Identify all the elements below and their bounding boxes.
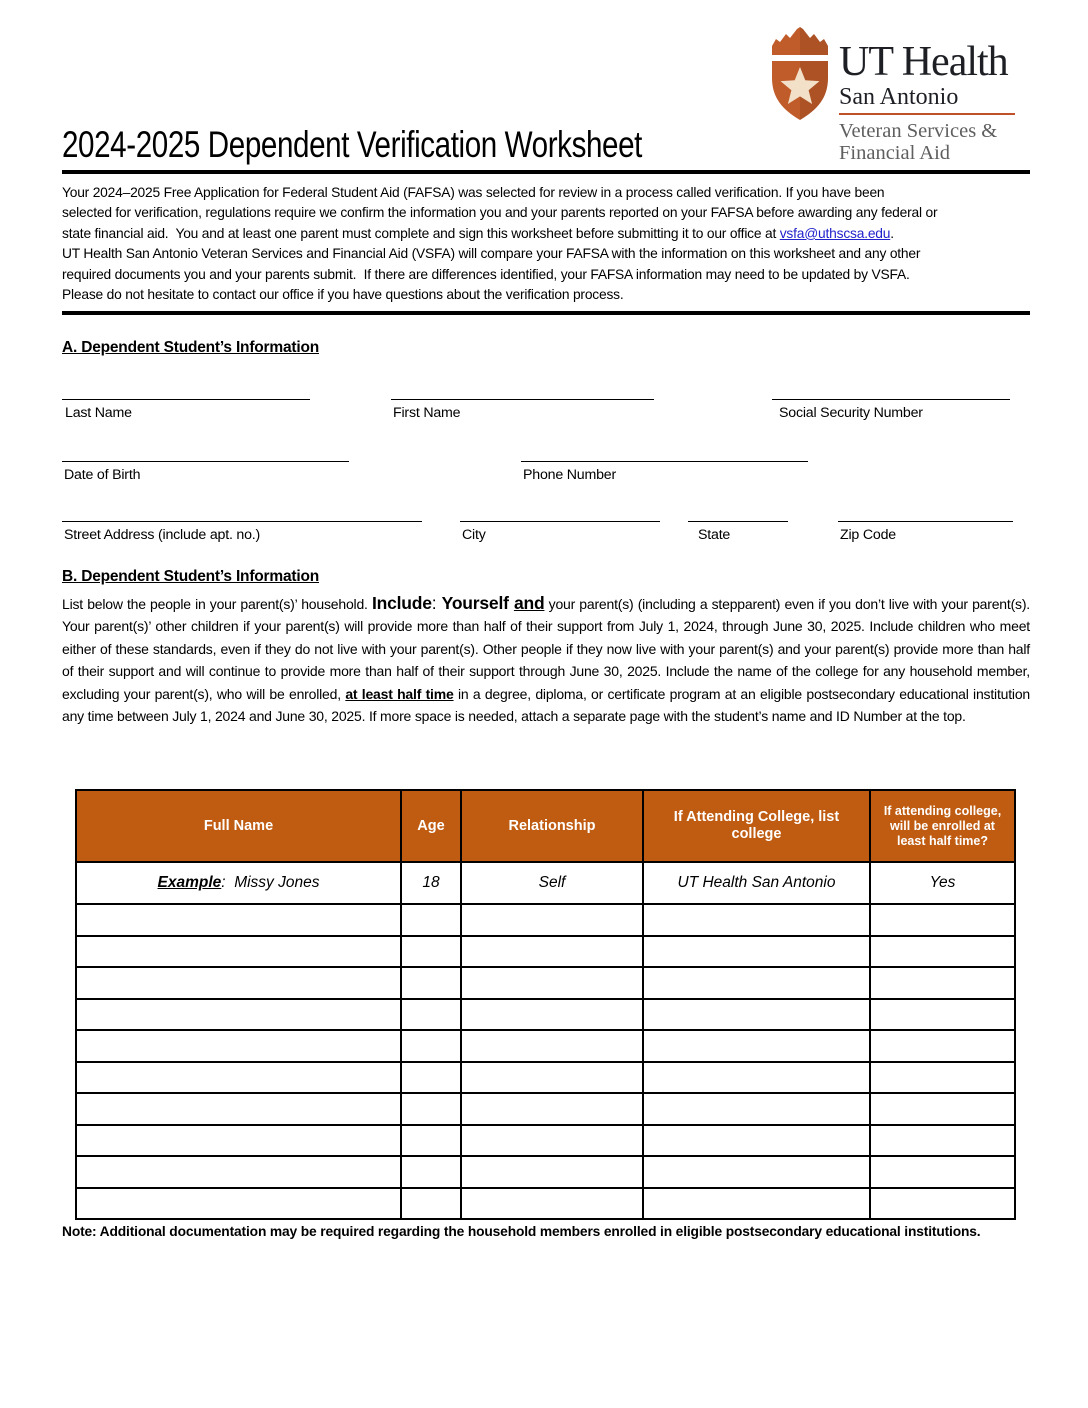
empty-relationship-cell xyxy=(461,999,643,1031)
section-a-heading: A. Dependent Student’s Information xyxy=(62,339,319,356)
blank-line-first-name xyxy=(391,399,654,400)
empty-relationship-cell xyxy=(461,904,643,936)
intro-line: Please do not hesitate to contact our office if you have questions about the verification process. xyxy=(62,287,624,303)
empty-full-name-cell xyxy=(76,1093,401,1125)
empty-full-name-cell xyxy=(76,1062,401,1094)
table-row-empty xyxy=(76,1125,1015,1157)
example-label: Example xyxy=(157,874,222,891)
field-label-street: Street Address (include apt. no.) xyxy=(64,527,261,543)
field-label-zip: Zip Code xyxy=(840,527,896,543)
blank-line-phone xyxy=(521,461,808,462)
empty-half-time-cell xyxy=(870,904,1015,936)
example-name: : Missy Jones xyxy=(221,874,320,891)
field-label-first-name: First Name xyxy=(393,405,461,421)
blank-line-street xyxy=(62,521,422,522)
blank-line-state xyxy=(688,521,788,522)
empty-half-time-cell xyxy=(870,967,1015,999)
section-b-paragraph xyxy=(62,592,1030,727)
household-members-table xyxy=(75,789,1016,1220)
table-row-empty xyxy=(76,904,1015,936)
para-b-text: your parent(s) (including a stepparent) even if you don’t live with your parent(s). Your parent(s)’ other children if your parent(s) will provide more than half of their support from July 1, 2024, through June 30, 2025. Include children who meet either of these standards, even if they do not live with your parent(s). Other people if they now live with your parent(s) and your parent(s) provide more than half of their support and will continue to provide more than half of their support through June 30, 2025. Include the name of the college for any household member, excluding your parent(s), who will be enrolled, xyxy=(62,596,1030,702)
field-label-state: State xyxy=(698,527,731,543)
empty-age-cell xyxy=(401,1062,461,1094)
para-b-and: and xyxy=(513,593,545,613)
empty-age-cell xyxy=(401,904,461,936)
blank-line-city xyxy=(460,521,660,522)
empty-age-cell xyxy=(401,967,461,999)
empty-age-cell xyxy=(401,1030,461,1062)
empty-half-time-cell xyxy=(870,1125,1015,1157)
table-row-empty xyxy=(76,1156,1015,1188)
empty-full-name-cell xyxy=(76,999,401,1031)
para-b-text: in a degree, diploma, or certificate program at an eligible postsecondary educational institution any time between July 1, 2024 and June 30, 2025. If more space is needed, attach a separate page with the student’s name and ID Number at the top. xyxy=(62,685,1031,725)
vsfa-email-link[interactable]: vsfa@uthscsa.edu xyxy=(779,225,891,241)
empty-relationship-cell xyxy=(461,1030,643,1062)
empty-age-cell xyxy=(401,936,461,968)
empty-college-cell xyxy=(643,967,870,999)
example-college-cell: UT Health San Antonio xyxy=(643,862,870,904)
ut-health-logo xyxy=(768,26,1034,164)
empty-half-time-cell xyxy=(870,1156,1015,1188)
intro-line3-suffix: . xyxy=(890,225,894,241)
empty-full-name-cell xyxy=(76,936,401,968)
table-row-empty xyxy=(76,1030,1015,1062)
empty-relationship-cell xyxy=(461,1125,643,1157)
empty-age-cell xyxy=(401,1156,461,1188)
empty-college-cell xyxy=(643,1156,870,1188)
empty-college-cell xyxy=(643,904,870,936)
empty-relationship-cell xyxy=(461,1062,643,1094)
logo-brand-text: UT Health xyxy=(839,39,1008,85)
example-full-name-cell xyxy=(76,862,401,904)
empty-college-cell xyxy=(643,1188,870,1220)
blank-line-zip xyxy=(838,521,1013,522)
col-header-college: If Attending College, list college xyxy=(643,790,870,862)
empty-half-time-cell xyxy=(870,1188,1015,1220)
table-row-empty xyxy=(76,1093,1015,1125)
logo-division-line2: Financial Aid xyxy=(839,142,951,164)
empty-half-time-cell xyxy=(870,1030,1015,1062)
empty-full-name-cell xyxy=(76,967,401,999)
note-text: Note: Additional documentation may be required regarding the household members enrolled in eligible postsecondary educational institutions. xyxy=(62,1224,981,1239)
example-age-cell: 18 xyxy=(401,862,461,904)
col-header-age: Age xyxy=(401,790,461,862)
intro-line xyxy=(62,224,1037,244)
para-b-colon: : xyxy=(431,593,442,613)
empty-relationship-cell xyxy=(461,936,643,968)
example-half-time-cell: Yes xyxy=(870,862,1015,904)
empty-relationship-cell xyxy=(461,1093,643,1125)
empty-age-cell xyxy=(401,1125,461,1157)
table-header-row xyxy=(76,790,1015,862)
intro-paragraph xyxy=(62,183,1037,305)
intro-line: required documents you and your parents submit. If there are differences identified, your FAFSA information may need to be updated by VSFA. xyxy=(62,266,910,282)
logo-division-text xyxy=(839,120,1015,164)
empty-college-cell xyxy=(643,1062,870,1094)
empty-full-name-cell xyxy=(76,1188,401,1220)
empty-full-name-cell xyxy=(76,1030,401,1062)
empty-college-cell xyxy=(643,1030,870,1062)
empty-full-name-cell xyxy=(76,1125,401,1157)
blank-line-ssn xyxy=(772,399,1010,400)
logo-city-text: San Antonio xyxy=(839,84,1015,115)
intro-line: UT Health San Antonio Veteran Services and Financial Aid (VSFA) will compare your FAFSA with the information on this worksheet and any other xyxy=(62,246,921,262)
table-row-empty xyxy=(76,1188,1015,1220)
empty-relationship-cell xyxy=(461,1156,643,1188)
para-b-yourself: Yourself xyxy=(441,593,514,613)
empty-half-time-cell xyxy=(870,1062,1015,1094)
field-label-last-name: Last Name xyxy=(65,405,132,421)
logo-division-line1: Veteran Services & xyxy=(839,120,998,142)
table-row-example xyxy=(76,862,1015,904)
field-label-dob: Date of Birth xyxy=(64,467,141,483)
empty-college-cell xyxy=(643,1093,870,1125)
table-row-empty xyxy=(76,967,1015,999)
title-divider xyxy=(62,170,1030,174)
empty-half-time-cell xyxy=(870,1093,1015,1125)
para-b-half-time: at least half time xyxy=(345,685,454,702)
ut-health-shield-icon xyxy=(768,26,832,122)
empty-relationship-cell xyxy=(461,1188,643,1220)
intro-line: Your 2024–2025 Free Application for Federal Student Aid (FAFSA) was selected for review in a process called verification. If you have been xyxy=(62,185,885,200)
empty-full-name-cell xyxy=(76,1156,401,1188)
empty-half-time-cell xyxy=(870,936,1015,968)
col-header-full-name: Full Name xyxy=(76,790,401,862)
empty-age-cell xyxy=(401,1188,461,1220)
intro-divider xyxy=(62,311,1030,315)
field-label-ssn: Social Security Number xyxy=(779,405,923,421)
empty-full-name-cell xyxy=(76,904,401,936)
para-b-text: List below the people in your parent(s)’ household. xyxy=(62,596,372,612)
empty-college-cell xyxy=(643,999,870,1031)
blank-line-last-name xyxy=(62,399,310,400)
household-table-body xyxy=(76,862,1015,1219)
para-b-include: Include xyxy=(371,593,432,613)
col-header-relationship: Relationship xyxy=(461,790,643,862)
empty-half-time-cell xyxy=(870,999,1015,1031)
field-label-phone: Phone Number xyxy=(523,467,617,483)
empty-age-cell xyxy=(401,1093,461,1125)
empty-age-cell xyxy=(401,999,461,1031)
intro-line3-prefix: state financial aid. You and at least one parent must complete and sign this worksheet before submitting it to our office at xyxy=(62,225,780,241)
empty-relationship-cell xyxy=(461,967,643,999)
table-row-empty xyxy=(76,936,1015,968)
section-b-heading: B. Dependent Student’s Information xyxy=(62,568,319,585)
intro-line: selected for verification, regulations require we confirm the information you and your parents reported on your FAFSA before awarding any federal or xyxy=(62,205,938,221)
col-header-half-time: If attending college, will be enrolled at least half time? xyxy=(870,790,1015,862)
table-row-empty xyxy=(76,1062,1015,1094)
page-title: 2024-2025 Dependent Verification Worksheet xyxy=(62,124,642,165)
table-row-empty xyxy=(76,999,1015,1031)
example-relationship-cell: Self xyxy=(461,862,643,904)
empty-college-cell xyxy=(643,1125,870,1157)
empty-college-cell xyxy=(643,936,870,968)
blank-line-dob xyxy=(62,461,349,462)
field-label-city: City xyxy=(462,527,486,543)
